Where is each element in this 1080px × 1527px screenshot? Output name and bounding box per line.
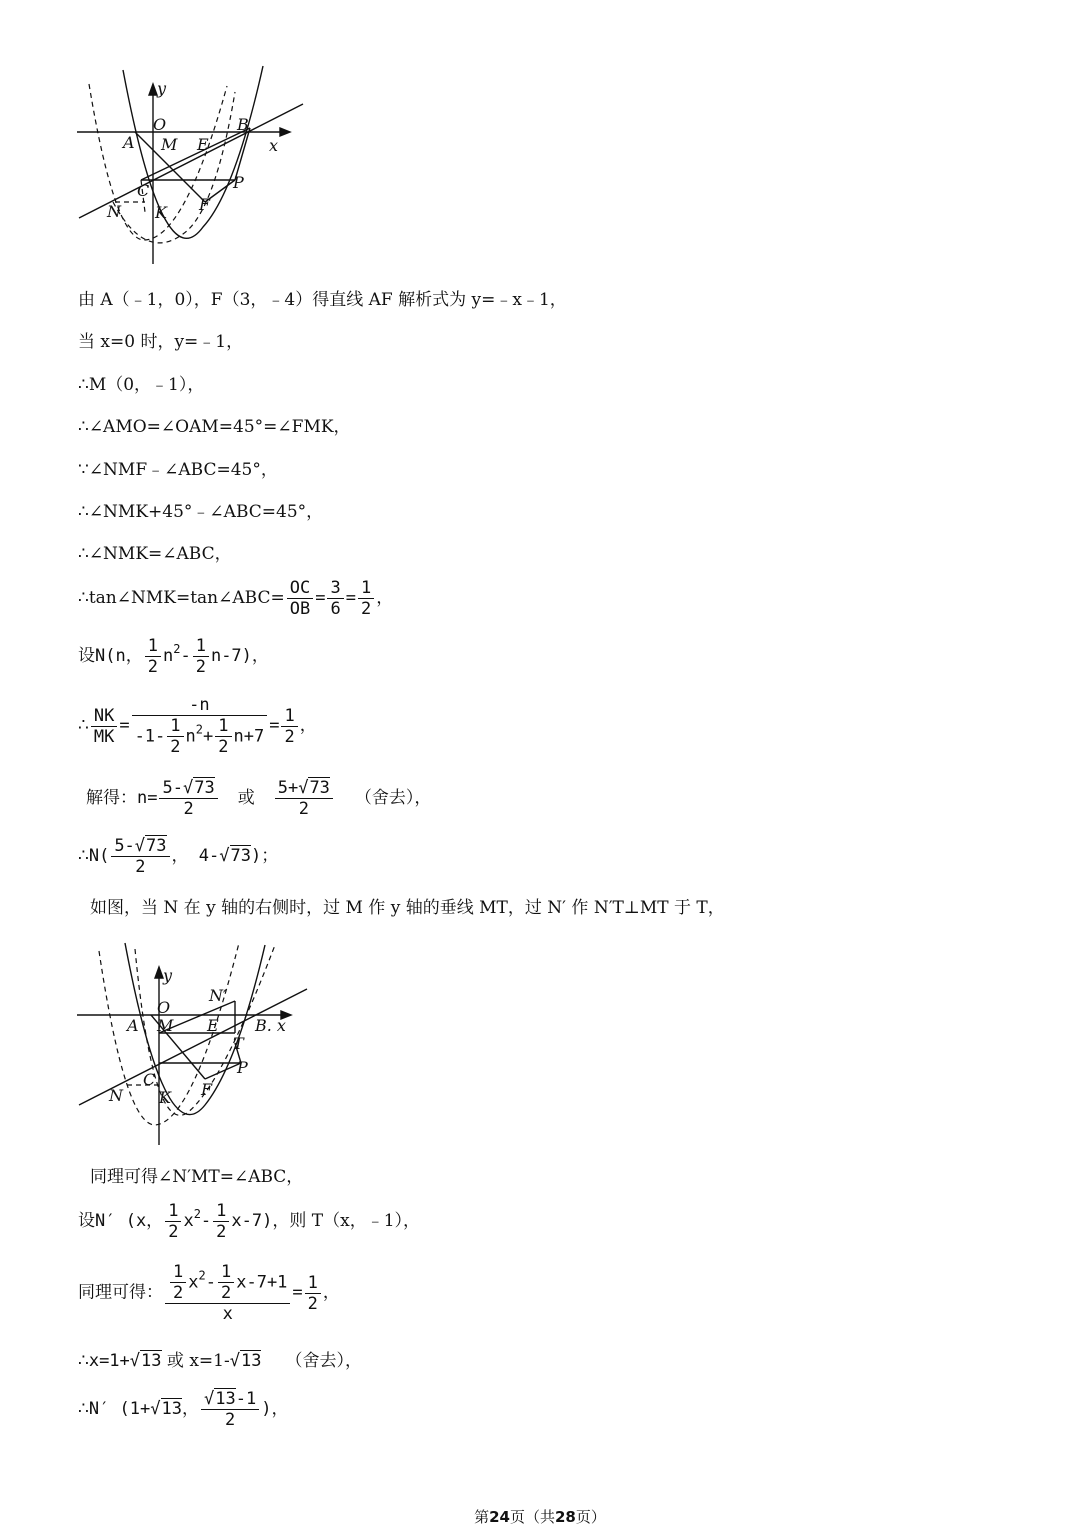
- label-N-prime: N′: [209, 986, 227, 1005]
- frac-den: 2: [183, 799, 194, 819]
- label-O: O: [157, 998, 171, 1017]
- label-N: N: [107, 202, 121, 221]
- text-line-8: [78, 578, 393, 619]
- root-frac: [111, 836, 169, 877]
- num-part: x-7+1: [236, 1272, 288, 1293]
- or-word: 或: [237, 788, 255, 808]
- label-y: y: [157, 79, 167, 98]
- point-close: x-7): [231, 1211, 273, 1231]
- label-E: E: [207, 1016, 219, 1035]
- point-open: N′ (1+: [88, 1399, 151, 1419]
- discard-note: （舍去），: [285, 1351, 362, 1371]
- frac-den: 2: [135, 857, 146, 877]
- footer-part: 页（共: [509, 1508, 555, 1526]
- frac-den: 2: [307, 1293, 318, 1314]
- x-equals: x=1+: [88, 1351, 130, 1371]
- num-part: -1: [235, 1389, 257, 1409]
- fraction-half: [215, 716, 231, 757]
- text-line-2: 当 x=0 时，y=﹣1，: [78, 332, 244, 352]
- frac-den: 2: [360, 599, 372, 619]
- l10-end: ，: [299, 715, 317, 736]
- radicand: 73: [146, 836, 167, 856]
- l16-prefix: 同理可得：: [78, 1282, 163, 1303]
- text-line-17: ∴x=1+√13 或 x=1-√13 （舍去），: [78, 1351, 362, 1371]
- fraction-3-6: [327, 578, 343, 619]
- figure-1-graph: [75, 62, 315, 268]
- frac-den: 2: [220, 1283, 232, 1303]
- frac-num: 1: [213, 1201, 229, 1222]
- label-E: E: [197, 135, 209, 154]
- fraction-half: [218, 1262, 234, 1303]
- frac-num: 3: [327, 578, 343, 599]
- root-frac: [201, 1389, 259, 1430]
- label-M: M: [161, 135, 178, 154]
- total-page-count: 28: [555, 1508, 576, 1526]
- footer-part: 第: [474, 1508, 490, 1526]
- frac-num: 1: [218, 1262, 234, 1283]
- therefore: ∴: [78, 715, 89, 736]
- frac-den: 2: [298, 799, 309, 819]
- discard-note: （舍去），: [354, 788, 432, 808]
- text-line-18: ∴N′ (1+√13， $\frac{√13-1}{2}$ )，: [78, 1389, 289, 1430]
- point-open: N′ (x，: [95, 1211, 164, 1231]
- current-page-number: 24: [489, 1508, 510, 1526]
- exponent: 2: [198, 1268, 206, 1283]
- label-C: C: [137, 181, 150, 200]
- label-P: P: [233, 173, 244, 192]
- l8-prefix: ∴tan∠NMK=tan∠ABC=: [78, 588, 285, 608]
- label-A: A: [127, 1016, 139, 1035]
- equals: =: [119, 715, 130, 736]
- page-footer: [0, 1506, 1080, 1527]
- y-part: ， 4-: [171, 846, 220, 866]
- minus: -: [205, 1272, 216, 1293]
- frac-den: MK: [93, 726, 115, 747]
- frac-den: 2: [224, 1410, 236, 1430]
- label-T: T: [233, 1034, 244, 1053]
- frac-num: NK: [91, 706, 117, 727]
- frac-den: 2: [147, 657, 158, 677]
- var-x: x: [183, 1211, 194, 1231]
- radicand: 13: [240, 1351, 262, 1371]
- text-line-16: [78, 1262, 340, 1324]
- var-x: x: [188, 1272, 199, 1293]
- radicand: 13: [141, 1351, 162, 1371]
- text-line-5: ∵∠NMF﹣∠ABC=45°，: [78, 460, 278, 480]
- label-A: A: [123, 133, 135, 152]
- comma: ，: [181, 1399, 199, 1419]
- num-part: 5+: [277, 778, 299, 798]
- frac-den: 2: [170, 737, 181, 757]
- frac-num: 1: [305, 1273, 321, 1294]
- frac-num: 1: [170, 1262, 186, 1283]
- minus: -: [180, 646, 191, 666]
- fraction-half: [170, 1262, 186, 1303]
- label-M: M: [157, 1016, 174, 1035]
- fraction-nk-mk: [91, 706, 117, 747]
- num-part: 5-: [162, 778, 183, 798]
- frac-num: 5+√73: [275, 778, 333, 799]
- frac-num: 5-√73: [159, 778, 217, 799]
- exponent: 2: [173, 642, 181, 656]
- text-line-6: ∴∠NMK+45°﹣∠ABC=45°，: [78, 502, 324, 522]
- frac-num: √13-1: [201, 1389, 259, 1410]
- minus: -: [200, 1211, 212, 1231]
- frac-den: 2: [173, 1283, 184, 1303]
- radicand: 73: [309, 778, 330, 798]
- label-F: F: [199, 195, 211, 214]
- frac-num: 1: [281, 706, 297, 727]
- point-close: )，: [261, 1399, 289, 1419]
- or-part: 或 x=1-: [161, 1351, 230, 1371]
- frac-num: [165, 1262, 290, 1304]
- point-close: )；: [250, 846, 279, 866]
- frac-num: 1: [215, 716, 231, 737]
- label-F: F: [201, 1080, 213, 1099]
- text-line-4: ∴∠AMO=∠OAM=45°=∠FMK，: [78, 417, 351, 437]
- fraction-half: [167, 716, 183, 757]
- fraction-half: [281, 706, 297, 747]
- var-n: n: [185, 726, 196, 747]
- num-part: 5-: [114, 836, 135, 856]
- radicand: 13: [215, 1389, 236, 1409]
- label-K: K: [155, 203, 167, 222]
- radicand: 13: [161, 1399, 182, 1419]
- frac-num: 1: [167, 716, 183, 737]
- l9-end: n-7)，: [210, 646, 269, 666]
- frac-den: 2: [216, 1222, 227, 1242]
- text-line-9: [78, 636, 269, 677]
- fraction-half: [305, 1273, 321, 1314]
- therefore: ∴: [78, 1351, 89, 1371]
- text-line-1: 由 A（﹣1，0），F（3，﹣4）得直线 AF 解析式为 y=﹣x﹣1，: [78, 290, 567, 310]
- text-line-13: 如图，当 N 在 y 轴的右侧时，过 M 作 y 轴的垂线 MT，过 N′ 作 N′T⊥MT 于 T，: [90, 898, 725, 918]
- fraction-half: [193, 636, 209, 677]
- l15-prefix: 设: [78, 1211, 95, 1231]
- frac-num: -n: [132, 695, 268, 716]
- label-C: C: [143, 1070, 156, 1089]
- equals: =: [345, 588, 356, 608]
- therefore: ∴: [78, 1399, 89, 1419]
- solve-label: 解得：: [86, 788, 137, 808]
- text-line-11: [86, 778, 431, 819]
- exponent: 2: [193, 1207, 201, 1221]
- frac-den: OB: [289, 599, 311, 619]
- root-1: [159, 778, 217, 819]
- exponent: 2: [195, 722, 204, 737]
- frac-num: 1: [193, 636, 209, 657]
- frac-den: 2: [284, 726, 295, 747]
- text-line-14: 同理可得∠N′MT=∠ABC，: [90, 1167, 304, 1187]
- l9-prefix: 设: [78, 646, 95, 666]
- frac-den: 2: [218, 737, 229, 757]
- den-part: -1-: [134, 726, 166, 747]
- l16-end: ，: [322, 1282, 340, 1303]
- frac-num: OC: [287, 578, 313, 599]
- label-B: B: [237, 115, 249, 134]
- var-n: n: [162, 646, 174, 666]
- point-open: N(: [88, 846, 110, 866]
- radicand: 73: [194, 778, 215, 798]
- fraction-oc-ob: [287, 578, 313, 619]
- l9-point: N(n，: [95, 646, 143, 666]
- fraction-big: [132, 695, 268, 757]
- footer-part: 页）: [575, 1508, 606, 1526]
- frac-den: x: [222, 1304, 233, 1324]
- text-line-12: ∴N( $\frac{5-√73}{2}$ ， 4-√73)；: [78, 836, 279, 877]
- frac-den: 6: [330, 599, 341, 619]
- label-O: O: [153, 115, 167, 134]
- text-line-15: [78, 1201, 420, 1242]
- t-point: ，则 T（x，﹣1），: [272, 1211, 421, 1231]
- label-P: P: [237, 1058, 248, 1077]
- l8-end: ，: [376, 588, 394, 608]
- plus: +: [203, 726, 214, 747]
- frac-num: 5-√73: [111, 836, 169, 857]
- root-2: [275, 778, 333, 819]
- label-x: B. x: [255, 1016, 286, 1035]
- label-K: K: [159, 1088, 171, 1107]
- equals: =: [292, 1282, 303, 1303]
- label-x: x: [269, 136, 279, 155]
- text-line-10: [78, 695, 317, 757]
- fraction-half: [145, 636, 161, 677]
- radicand: 73: [230, 846, 251, 866]
- label-y: y: [163, 966, 173, 985]
- equals: =: [269, 715, 280, 736]
- frac-num: 1: [165, 1201, 181, 1222]
- therefore: ∴: [78, 846, 89, 866]
- frac-den: [132, 716, 268, 757]
- frac-den: 2: [168, 1222, 179, 1242]
- label-N: N: [109, 1086, 123, 1105]
- frac-den: 2: [195, 657, 206, 677]
- figure-2-graph: [75, 935, 315, 1147]
- fraction-big-x: [165, 1262, 290, 1324]
- n-equals: n=: [137, 788, 158, 808]
- fraction-1-2: [358, 578, 374, 619]
- text-line-7: ∴∠NMK=∠ABC，: [78, 544, 232, 564]
- den-part: n+7: [233, 726, 265, 747]
- frac-num: 1: [358, 578, 374, 599]
- frac-num: 1: [145, 636, 161, 657]
- fraction-half: [165, 1201, 181, 1242]
- text-line-3: ∴M（0，﹣1），: [78, 375, 205, 395]
- fraction-half: [213, 1201, 229, 1242]
- equals: =: [315, 588, 326, 608]
